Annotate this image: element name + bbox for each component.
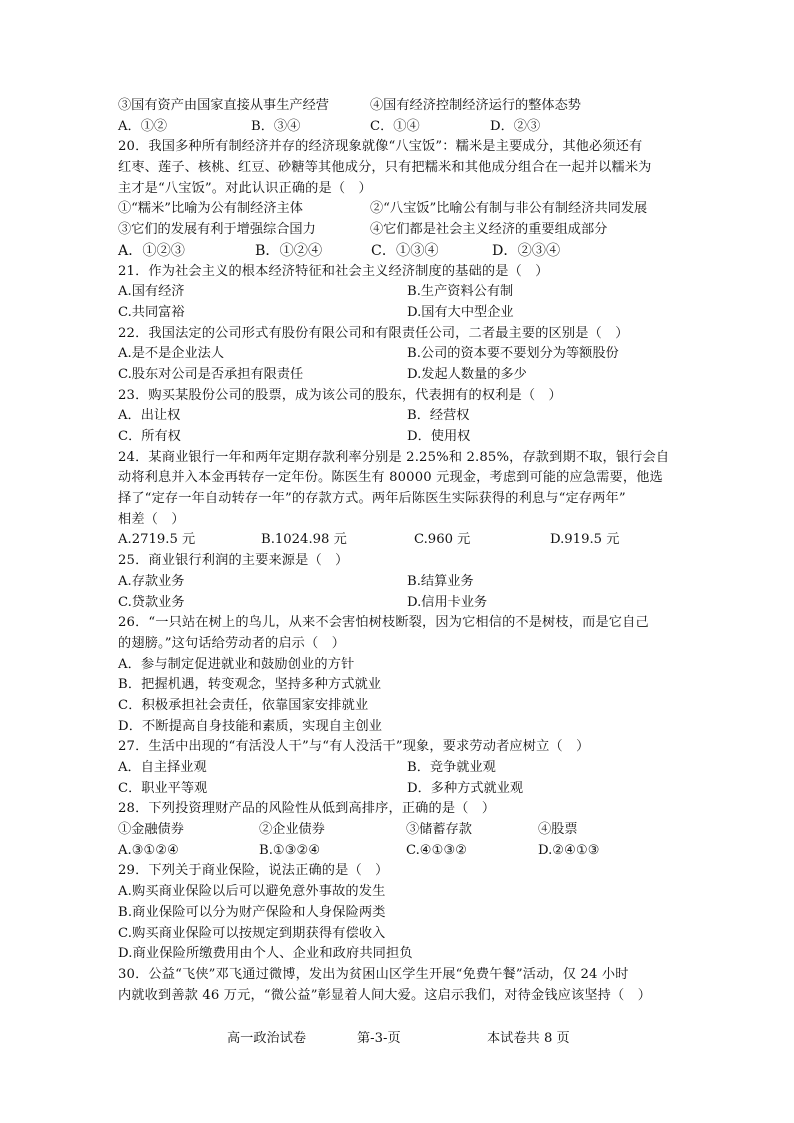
answer-option: D．②③ bbox=[490, 118, 541, 134]
question-text: 21．作为社会主义的根本经济特征和社会主义经济制度的基础的是（ ） bbox=[118, 263, 549, 279]
option-text: A．自主择业观 bbox=[118, 760, 207, 775]
option-text: D.信用卡业务 bbox=[407, 594, 488, 610]
page-content bbox=[118, 96, 688, 1006]
question-text: 27．生活中出现的“有活没人干”与“有人没活干”现象，要求劳动者应树立（ ） bbox=[118, 739, 590, 755]
option-text: C.共同富裕 bbox=[118, 304, 185, 320]
footer-title: 高一政治试卷 bbox=[227, 1031, 307, 1046]
option-text: A．参与制定促进就业和鼓励创业的方针 bbox=[118, 656, 355, 672]
option-text: B.结算业务 bbox=[407, 573, 474, 589]
option-row bbox=[118, 365, 688, 386]
option-text: D．多种方式就业观 bbox=[407, 780, 524, 796]
option-row bbox=[118, 427, 688, 448]
answer-row bbox=[118, 241, 688, 262]
option-text: ④它们都是社会主义经济的重要组成部分 bbox=[370, 222, 608, 238]
question-text: 29．下列关于商业保险，说法正确的是（ ） bbox=[118, 863, 389, 879]
option-text: A.是不是企业法人 bbox=[118, 346, 225, 362]
answer-option: C.960 元 bbox=[414, 532, 471, 548]
option-text: B.生产资料公有制 bbox=[407, 284, 514, 300]
answer-option: D.②④①③ bbox=[538, 842, 600, 858]
item-row bbox=[118, 820, 688, 841]
option-row bbox=[118, 199, 688, 220]
option-text: B.公司的资本要不要划分为等额股份 bbox=[407, 346, 619, 362]
answer-option: A．①② bbox=[118, 118, 168, 134]
footer-page-number: 第-3-页 bbox=[357, 1031, 401, 1046]
answer-option: B.1024.98 元 bbox=[261, 532, 347, 548]
option-row bbox=[118, 96, 688, 117]
option-text: A.存款业务 bbox=[118, 573, 185, 589]
option-row bbox=[118, 758, 688, 779]
answer-row bbox=[118, 841, 688, 862]
option-row bbox=[118, 779, 688, 800]
option-text: C.贷款业务 bbox=[118, 594, 185, 610]
option-text: D．使用权 bbox=[407, 429, 471, 444]
question-text: 红枣、莲子、核桃、红豆、砂糖等其他成分，只有把糯米和其他成分组合在一起并以糯米为 bbox=[118, 160, 652, 176]
item-text: ②企业债券 bbox=[259, 822, 325, 838]
option-text: A.国有经济 bbox=[118, 284, 185, 300]
option-text: ③它们的发展有利于增强综合国力 bbox=[118, 222, 316, 238]
answer-option: C.④①③② bbox=[406, 842, 468, 858]
answer-option: C．①③④ bbox=[371, 242, 439, 259]
answer-option: A．①②③ bbox=[118, 242, 185, 259]
option-row bbox=[118, 344, 688, 365]
option-text: D.商业保险所缴费用由个人、企业和政府共同担负 bbox=[118, 946, 413, 962]
question-text: 主才是“八宝饭”。对此认识正确的是（ ） bbox=[118, 180, 372, 196]
option-text: D．不断提高自身技能和素质，实现自主创业 bbox=[118, 718, 383, 734]
answer-option: C．①④ bbox=[370, 118, 420, 134]
option-text: A．出让权 bbox=[118, 408, 181, 424]
answer-row bbox=[118, 530, 688, 551]
option-text: D.国有大中型企业 bbox=[407, 304, 514, 320]
question-text: 动将利息并入本金再转存一定年份。陈医生有 80000 元现金，考虑到可能的应急需要，他选 bbox=[118, 470, 663, 486]
answer-row bbox=[118, 117, 688, 138]
option-row bbox=[118, 282, 688, 303]
option-text: B.商业保险可以分为财产保险和人身保险两类 bbox=[118, 904, 386, 920]
option-text: ②“八宝饭”比喻公有制与非公有制经济共同发展 bbox=[370, 201, 648, 217]
option-text: C．所有权 bbox=[118, 429, 181, 444]
answer-option: D.919.5 元 bbox=[550, 532, 620, 548]
option-text: D.发起人数量的多少 bbox=[407, 366, 527, 382]
question-text: 22．我国法定的公司形式有股份有限公司和有限责任公司，二者最主要的区别是（ ） bbox=[118, 325, 629, 341]
item-text: ①金融债券 bbox=[118, 822, 184, 838]
item-text: ③储蓄存款 bbox=[406, 822, 472, 838]
question-text: 内就收到善款 46 万元，“微公益”彰显着人间大爱。这启示我们，对待金钱应该坚持（ ） bbox=[118, 987, 652, 1003]
question-text: 25．商业银行利润的主要来源是（ ） bbox=[118, 553, 349, 569]
question-text: 20．我国多种所有制经济并存的经济现象就像“八宝饭”：糯米是主要成分，其他必须还有 bbox=[118, 139, 643, 155]
answer-option: D．②③④ bbox=[492, 242, 561, 259]
question-text: 30．公益“飞侠”邓飞通过微博，发出为贫困山区学生开展“免费午餐”活动，仅 24 小时 bbox=[118, 966, 629, 982]
option-row bbox=[118, 572, 688, 593]
question-text: 择了“定存一年自动转存一年”的存款方式。两年后陈医生实际获得的利息与“定存两年” bbox=[118, 491, 626, 507]
option-text: B．把握机遇，转变观念，坚持多种方式就业 bbox=[118, 677, 382, 693]
question-text: 的翅膀。”这句话给劳动者的启示（ ） bbox=[118, 635, 346, 651]
option-row bbox=[118, 593, 688, 614]
option-text: C.股东对公司是否承担有限责任 bbox=[118, 366, 304, 382]
answer-option: A.③①②④ bbox=[118, 842, 180, 858]
answer-option: B.①③②④ bbox=[259, 842, 321, 858]
option-text: C.购买商业保险可以按规定到期获得有偿收入 bbox=[118, 925, 386, 941]
option-row bbox=[118, 406, 688, 427]
option-text: ①“糯米”比喻为公有制经济主体 bbox=[118, 201, 303, 217]
answer-option: B．①②④ bbox=[255, 242, 323, 259]
question-text: 26．“一只站在树上的鸟儿，从来不会害怕树枝断裂，因为它相信的不是树枝，而是它自己 bbox=[118, 615, 649, 631]
option-row bbox=[118, 303, 688, 324]
question-text: 28．下列投资理财产品的风险性从低到高排序，正确的是（ ） bbox=[118, 801, 496, 817]
option-text: B．经营权 bbox=[407, 408, 470, 424]
question-text: 相差（ ） bbox=[118, 511, 185, 527]
option-row bbox=[118, 220, 688, 241]
answer-option: A.2719.5 元 bbox=[118, 532, 196, 548]
option-text: A.购买商业保险以后可以避免意外事故的发生 bbox=[118, 884, 386, 900]
option-text: C．积极承担社会责任，依靠国家安排就业 bbox=[118, 697, 369, 713]
option-text: C．职业平等观 bbox=[118, 780, 208, 796]
question-text: 24．某商业银行一年和两年定期存款利率分别是 2.25%和 2.85%，存款到期不取，银行会自 bbox=[118, 449, 670, 465]
option-text: ③国有资产由国家直接从事生产经营 bbox=[118, 98, 329, 113]
option-text: B．竞争就业观 bbox=[407, 760, 496, 775]
question-text: 23．购买某股份公司的股票，成为该公司的股东，代表拥有的权利是（ ） bbox=[118, 387, 562, 403]
footer-total-pages: 本试卷共 8 页 bbox=[487, 1031, 570, 1046]
answer-option: B．③④ bbox=[251, 118, 301, 134]
item-text: ④股票 bbox=[538, 822, 578, 838]
page-footer bbox=[0, 1027, 794, 1047]
option-text: ④国有经济控制经济运行的整体态势 bbox=[370, 98, 581, 113]
